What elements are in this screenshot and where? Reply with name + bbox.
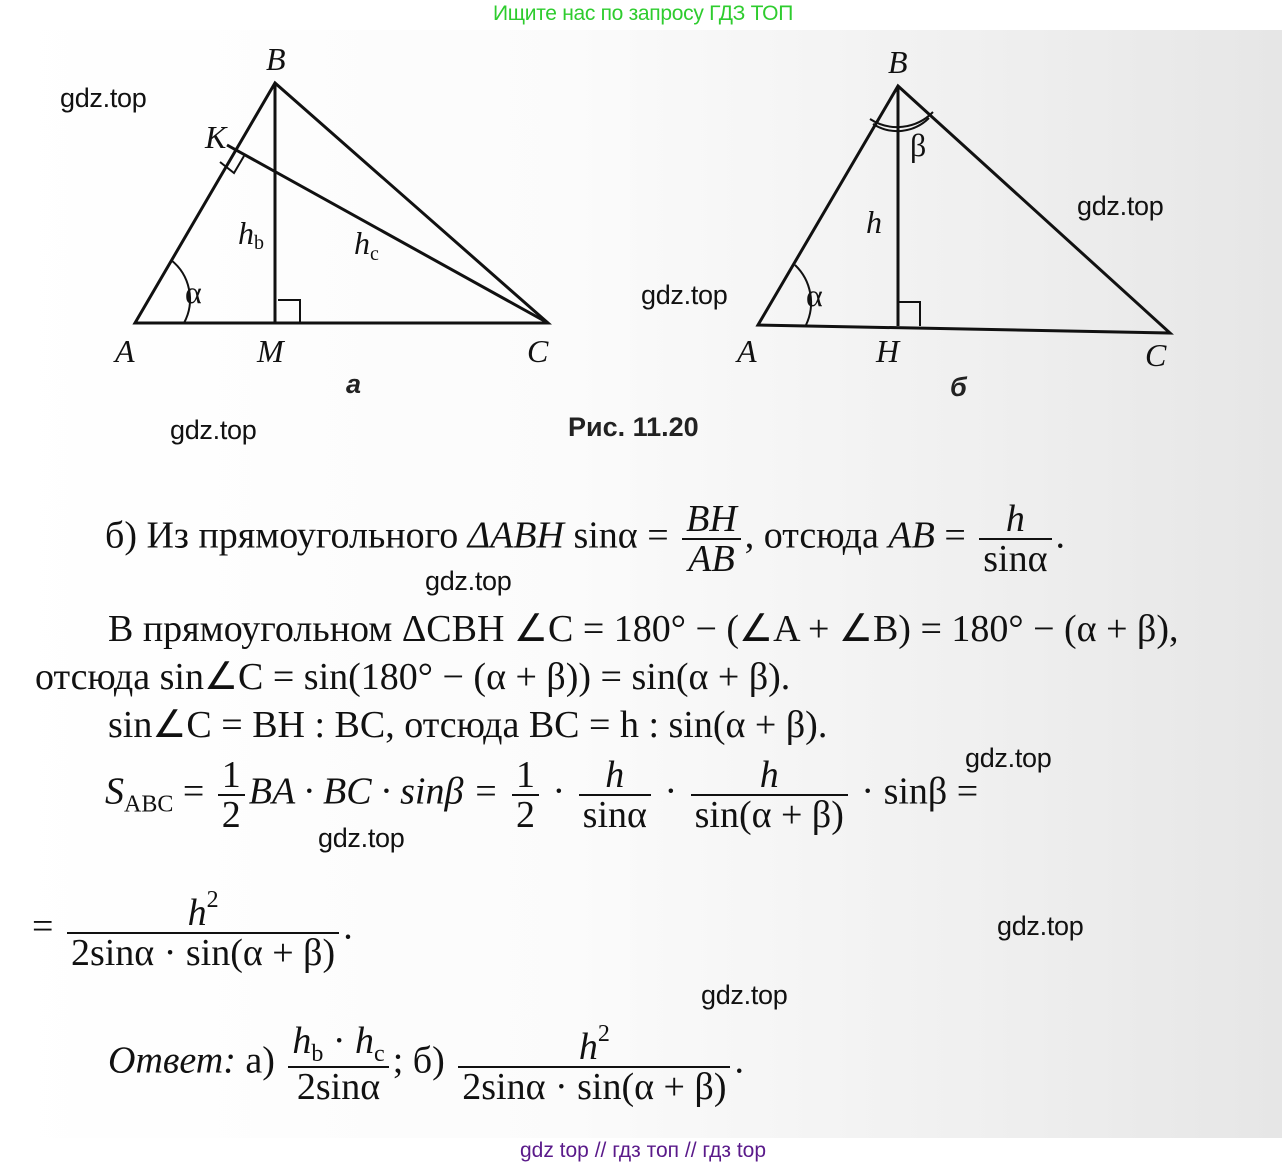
area-formula: $S_{ABC}$ = $\frac{1}{2}$ BA · BC · sinβ = $\frac{1}{2}$ · $\frac{h}{\sin\alpha}$ · $\frac{h}{\sin(\alpha + \beta)}$ · sinβ =: [105, 754, 979, 836]
fraction-h-sin-sum: $\frac{h}{\sin(\alpha + \beta)}$: [691, 756, 848, 834]
fraction-half-2: $\frac{1}{2}$: [512, 756, 539, 834]
watermark: gdz.top: [641, 280, 728, 310]
solution-line-2: В прямоугольном ΔCBH ∠C = 180° − (∠A + ∠B) = 180° − (α + β),: [108, 608, 1179, 650]
figure-a-label: а: [346, 369, 362, 399]
figure-b-label: б: [950, 372, 967, 402]
label-hc: hc: [354, 225, 379, 265]
fraction-half: $\frac{1}{2}$: [218, 756, 245, 834]
point-label-b2: B: [888, 44, 908, 80]
answer-label: Ответ:: [108, 1039, 236, 1082]
watermark: gdz.top: [170, 415, 257, 445]
watermark: gdz.top: [701, 980, 788, 1010]
answer-a-fraction: $\frac{h_b \cdot h_c}{2\sin\alpha}$: [288, 1022, 388, 1106]
figure-11-20: [0, 0, 1286, 480]
point-label-m: M: [257, 333, 284, 369]
watermark: gdz.top: [60, 83, 147, 113]
fraction-h-sinalpha-2: $\frac{h}{\sin\alpha}$: [579, 756, 651, 834]
point-label-h: H: [876, 333, 900, 369]
point-label-a: A: [115, 333, 135, 369]
watermark: gdz.top: [1077, 191, 1164, 221]
top-banner: Ищите нас по запросу ГДЗ ТОП: [493, 2, 793, 25]
angle-alpha-a: α: [185, 274, 202, 310]
point-label-a2: A: [737, 333, 757, 369]
label-hb: hb: [238, 215, 264, 254]
watermark: gdz.top: [425, 566, 512, 596]
solution-line-4: sin∠C = BH : BC, отсюда BC = h : sin(α + β).: [108, 704, 828, 746]
label-h: h: [866, 204, 882, 240]
point-label-c2: C: [1145, 337, 1167, 373]
answer-line: Ответ: а) $\frac{h_b \cdot h_c}{2\sin\alpha}$ ; б) $\frac{h^2}{2\sin\alpha \cdot \sin(\alpha + \beta)}$ .: [108, 1020, 744, 1108]
answer-b-fraction: $\frac{h^2}{2\sin\alpha \cdot \sin(\alpha + \beta)}$: [458, 1022, 730, 1106]
solution-line-1: б) Из прямоугольного ΔABH sinα = $\frac{BH}{AB}$ , отсюда AB = $\frac{h}{\sin\alpha}$ .: [105, 498, 1066, 580]
point-label-b: B: [266, 41, 286, 77]
watermark: gdz.top: [965, 743, 1052, 773]
point-label-c: C: [527, 333, 549, 369]
watermark: gdz.top: [318, 823, 405, 853]
figure-caption: Рис. 11.20: [568, 412, 699, 442]
triangle-abh: ΔABH: [467, 514, 564, 557]
fraction-bh-ab: $\frac{BH}{AB}$: [682, 500, 741, 578]
watermark: gdz.top: [997, 911, 1084, 941]
bottom-banner: gdz top // гдз топ // гдз top: [519, 1139, 767, 1162]
area-result: = $\frac{h^2}{2\sin\alpha \cdot \sin(\alpha + \beta)}$ .: [32, 887, 353, 974]
fraction-h-sinalpha: $\frac{h}{\sin\alpha}$: [979, 500, 1051, 578]
solution-line-3: отсюда sin∠C = sin(180° − (α + β)) = sin(α + β).: [35, 656, 791, 698]
fraction-result: $\frac{h^2}{2\sin\alpha \cdot \sin(\alpha + \beta)}$: [67, 888, 339, 972]
point-label-k: K: [205, 119, 227, 155]
angle-alpha-b: α: [806, 277, 823, 313]
angle-beta: β: [910, 127, 927, 163]
